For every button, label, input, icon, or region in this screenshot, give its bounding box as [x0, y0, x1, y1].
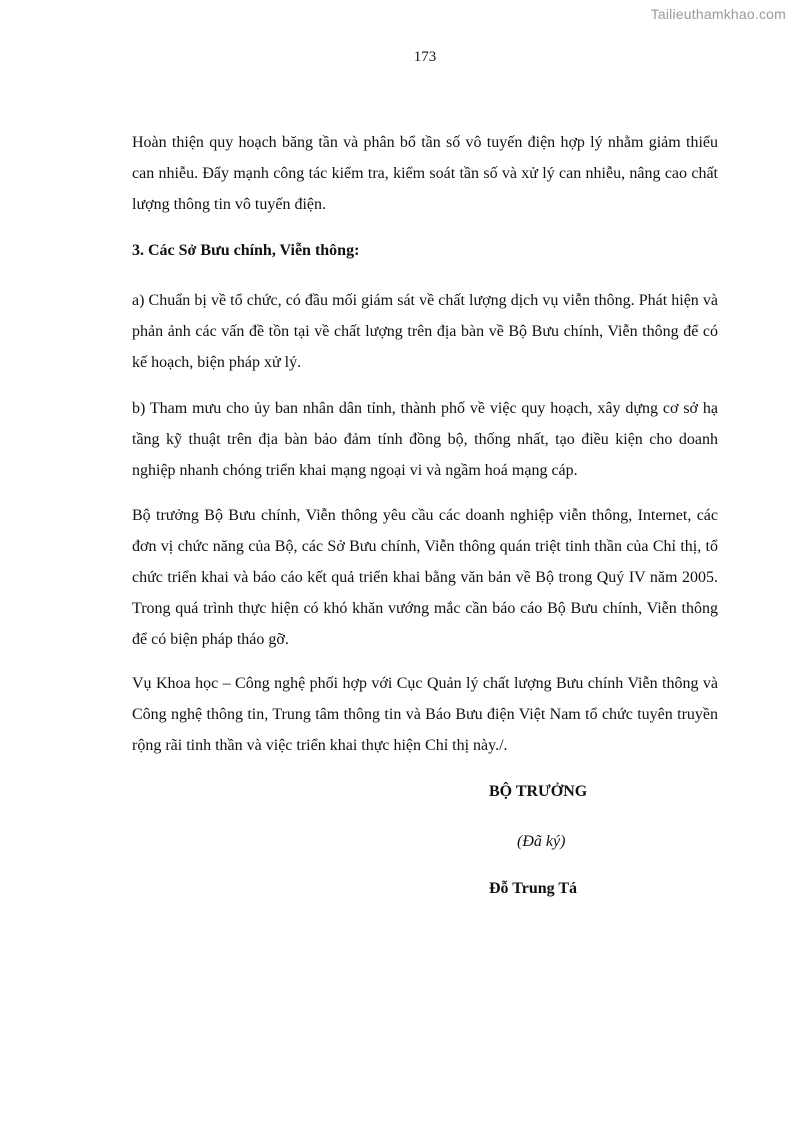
section-heading-3: 3. Các Sở Bưu chính, Viễn thông:	[132, 242, 360, 259]
paragraph-item-a: a) Chuẩn bị về tổ chức, có đầu mối giám sát về chất lượng dịch vụ viễn thông. Phát hiện và phản ảnh các vấn đề tồn tại về chất lượng trên địa bàn về Bộ Bưu chính, Viễn thông để có kế hoạch, biện pháp xử lý.	[132, 292, 718, 371]
watermark: Tailieuthamkhao.com	[650, 6, 786, 22]
paragraph-science-department: Vụ Khoa học – Công nghệ phối hợp với Cục Quản lý chất lượng Bưu chính Viễn thông và Công nghệ thông tin, Trung tâm thông tin và Báo Bưu điện Việt Nam tổ chức tuyên truyền rộng rãi tinh thần và việc triển khai thực hiện Chỉ thị này./.	[132, 675, 718, 754]
signature-note: (Đã ký)	[517, 833, 566, 850]
page-number: 173	[413, 49, 437, 65]
paragraph-item-b: b) Tham mưu cho ủy ban nhân dân tỉnh, thành phố về việc quy hoạch, xây dựng cơ sở hạ tầng kỹ thuật trên địa bàn bảo đảm tính đồng bộ, thống nhất, tạo điều kiện cho doanh nghiệp nhanh chóng triển khai mạng ngoại vi và ngầm hoá mạng cáp.	[132, 400, 718, 479]
paragraph-minister-request: Bộ trưởng Bộ Bưu chính, Viễn thông yêu cầu các doanh nghiệp viễn thông, Internet, các đơn vị chức năng của Bộ, các Sở Bưu chính, Viễn thông quán triệt tinh thần của Chỉ thị, tổ chức triển khai và báo cáo kết quả triển khai bằng văn bản về Bộ trong Quý IV năm 2005. Trong quá trình thực hiện có khó khăn vướng mắc cần báo cáo Bộ Bưu chính, Viễn thông để có biện pháp tháo gỡ.	[132, 507, 718, 648]
signature-title: BỘ TRƯỞNG	[489, 783, 588, 800]
signature-name: Đỗ Trung Tá	[489, 880, 578, 897]
paragraph-frequency-planning: Hoàn thiện quy hoạch băng tần và phân bổ tần số vô tuyến điện hợp lý nhằm giảm thiểu can nhiễu. Đẩy mạnh công tác kiểm tra, kiểm soát tần số và xử lý can nhiễu, nâng cao chất lượng thông tin vô tuyến điện.	[132, 134, 718, 213]
